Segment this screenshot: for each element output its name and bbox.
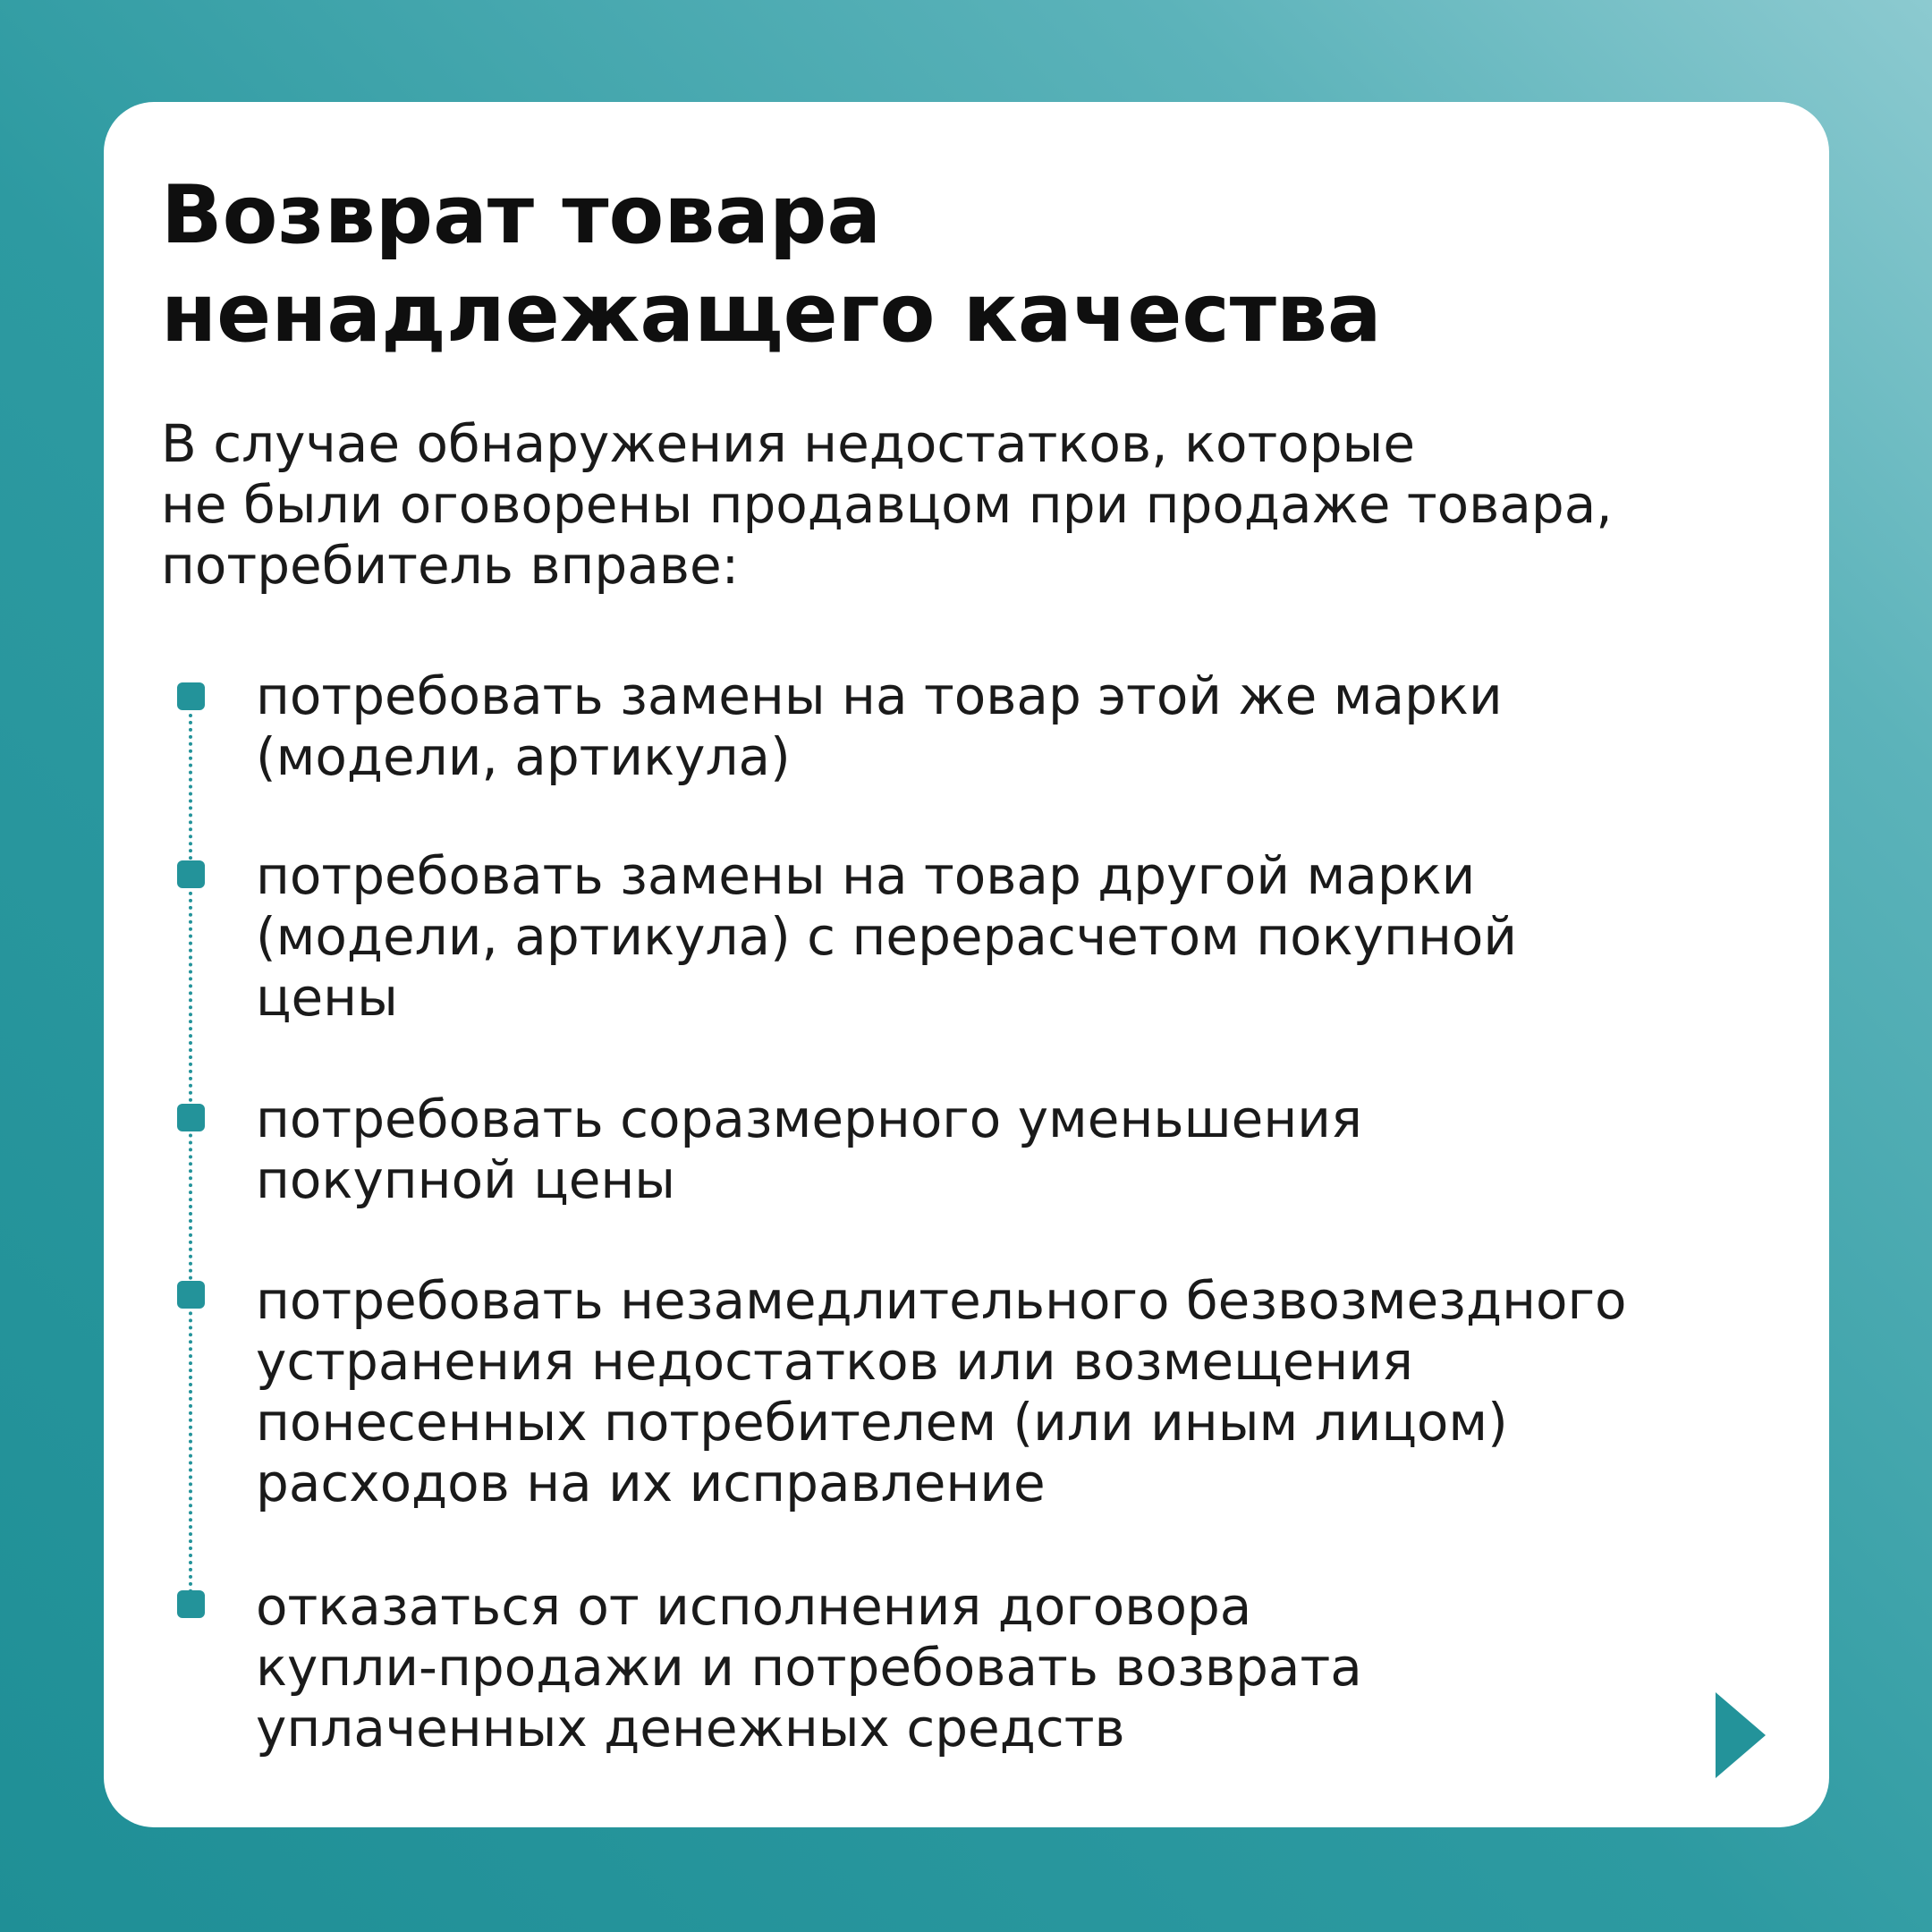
list-item bbox=[256, 1089, 1362, 1210]
list-item bbox=[256, 1576, 1362, 1758]
page-title bbox=[161, 166, 1382, 363]
title-line-1: Возврат товара bbox=[161, 168, 882, 262]
play-arrow-icon[interactable] bbox=[1716, 1692, 1766, 1778]
list-item-line: цены bbox=[256, 967, 398, 1028]
list-item-line: потребовать замены на товар этой же марки bbox=[256, 665, 1503, 726]
intro-text bbox=[161, 413, 1613, 596]
title-line-2: ненадлежащего качества bbox=[161, 267, 1382, 360]
square-bullet-icon bbox=[177, 682, 205, 710]
list-item-line: покупной цены bbox=[256, 1149, 676, 1210]
list-item bbox=[256, 845, 1517, 1028]
square-bullet-icon bbox=[177, 1281, 205, 1309]
square-bullet-icon bbox=[177, 860, 205, 888]
square-bullet-icon bbox=[177, 1590, 205, 1618]
list-item-line: расходов на их исправление bbox=[256, 1453, 1046, 1513]
list-item-line: уплаченных денежных средств bbox=[256, 1698, 1125, 1758]
intro-line-2: не были оговорены продавцом при продаже товара, bbox=[161, 474, 1613, 535]
timeline-dotted-line bbox=[189, 707, 192, 1601]
intro-line-3: потребитель вправе: bbox=[161, 535, 740, 596]
list-item-line: потребовать замены на товар другой марки bbox=[256, 845, 1476, 906]
list-item-line: купли-продажи и потребовать возврата bbox=[256, 1637, 1362, 1698]
list-item bbox=[256, 665, 1503, 787]
list-item-line: устранения недостатков или возмещения bbox=[256, 1331, 1413, 1392]
list-item-line: потребовать соразмерного уменьшения bbox=[256, 1089, 1362, 1149]
list-item-line: потребовать незамедлительного безвозмездного bbox=[256, 1270, 1627, 1331]
list-item-line: понесенных потребителем (или иным лицом) bbox=[256, 1392, 1508, 1453]
list-item bbox=[256, 1270, 1626, 1513]
intro-line-1: В случае обнаружения недостатков, которые bbox=[161, 413, 1416, 474]
list-item-line: (модели, артикула) с перерасчетом покупной bbox=[256, 906, 1518, 967]
list-item-line: (модели, артикула) bbox=[256, 726, 791, 787]
square-bullet-icon bbox=[177, 1104, 205, 1131]
list-item-line: отказаться от исполнения договора bbox=[256, 1576, 1252, 1637]
